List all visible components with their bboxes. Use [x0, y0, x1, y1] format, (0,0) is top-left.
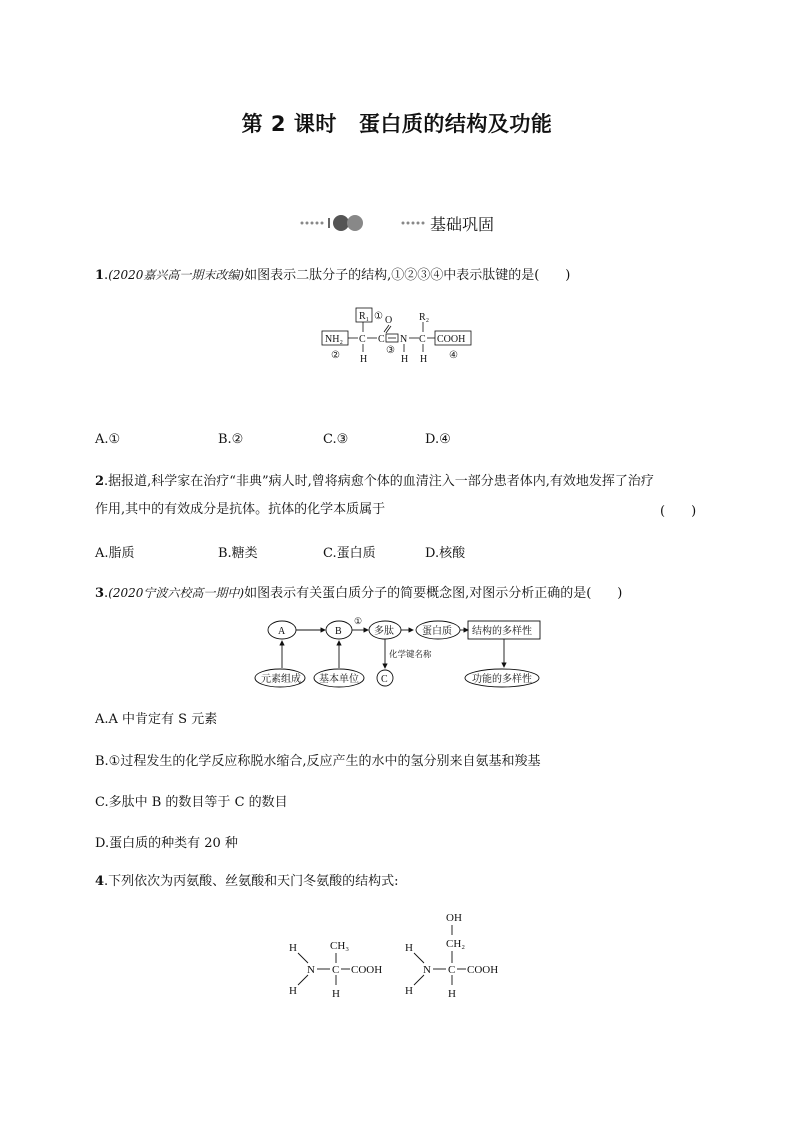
h-label: H	[405, 942, 413, 954]
oh-label: OH	[446, 912, 462, 924]
question-2	[95, 472, 715, 520]
q3-option-c[interactable]: C.多肽中 B 的数目等于 C 的数目	[95, 795, 288, 810]
h-label: H	[289, 985, 297, 997]
node-structure-diversity: 结构的多样性	[472, 626, 532, 637]
q2-option-a[interactable]: A.脂质	[95, 546, 135, 561]
page-title	[0, 108, 794, 138]
carbon-1: C	[359, 334, 366, 345]
lesson-number: 第 2 课时	[241, 112, 337, 136]
marker-4: ④	[449, 350, 458, 361]
marker-3: ③	[386, 345, 395, 356]
question-source: (2020嘉兴高一期末改编)	[108, 268, 245, 282]
cooh-label: COOH	[467, 964, 499, 976]
node-basic-unit: 基本单位	[319, 674, 359, 685]
h-label-3: H	[420, 354, 428, 365]
dipeptide-diagram	[318, 305, 488, 370]
oxygen-label: O	[385, 315, 393, 326]
carbon-2: C	[378, 334, 385, 345]
node-function-diversity: 功能的多样性	[472, 674, 532, 685]
q1-option-a[interactable]: A.①	[95, 432, 121, 447]
r2-label: R₂	[419, 312, 430, 323]
carbon-3: C	[419, 334, 426, 345]
bond-name-label: 化学键名称	[389, 649, 432, 659]
h-label: H	[448, 988, 456, 1000]
question-4	[95, 872, 705, 892]
cooh-label: COOH	[437, 334, 466, 345]
q1-option-d[interactable]: D.④	[425, 432, 451, 447]
nitrogen-label: N	[400, 334, 408, 345]
q2-option-b[interactable]: B.糖类	[218, 546, 258, 561]
question-text: 如图表示二肽分子的结构,①②③④中表示肽键的是( )	[244, 268, 571, 283]
r1-label: R₁	[359, 311, 370, 322]
node-elements: 元素组成	[261, 674, 301, 685]
h-label-2: H	[401, 354, 409, 365]
marker-2: ②	[331, 350, 340, 361]
h-label-1: H	[360, 354, 368, 365]
h-label: H	[405, 985, 413, 997]
process-1-marker: ①	[354, 616, 363, 626]
h-label: H	[289, 942, 297, 954]
section-decoration-icon	[300, 208, 430, 238]
n-label: N	[307, 964, 315, 976]
nh2-label: NH₂	[325, 334, 343, 345]
question-source: (2020宁波六校高一期中)	[108, 586, 245, 600]
node-c: C	[381, 674, 388, 685]
q2-option-c[interactable]: C.蛋白质	[323, 546, 376, 561]
node-b: B	[335, 626, 342, 637]
q2-answer-paren: ( )	[660, 504, 697, 519]
q3-option-d[interactable]: D.蛋白质的种类有 20 种	[95, 836, 238, 851]
n-label: N	[423, 964, 431, 976]
section-header	[300, 208, 520, 238]
ch2-label: CH₂	[446, 938, 466, 950]
ch3-label: CH₃	[330, 940, 350, 952]
question-number: 4	[95, 874, 105, 889]
serine-structure	[405, 912, 498, 1000]
node-peptide: 多肽	[374, 626, 394, 637]
node-a: A	[278, 626, 286, 637]
marker-1: ①	[374, 311, 383, 322]
question-text: .下列依次为丙氨酸、丝氨酸和天门冬氨酸的结构式:	[104, 874, 399, 889]
c-label: C	[332, 964, 340, 976]
question-text-line1: .据报道,科学家在治疗“非典”病人时,曾将病愈个体的血清注入一部分患者体内,有效地发挥了治疗	[104, 474, 654, 489]
amino-acid-structures	[280, 905, 530, 1010]
question-number: 3	[95, 586, 105, 601]
section-label: 基础巩固	[430, 215, 495, 234]
question-3: 3.(2020宁波六校高一期中)如图表示有关蛋白质分子的简要概念图,对图示分析正确的是( )	[95, 586, 623, 601]
question-number: 2	[95, 474, 105, 489]
question-text-line2: 作用,其中的有效成分是抗体。抗体的化学本质属于	[95, 502, 386, 517]
q2-option-d[interactable]: D.核酸	[425, 546, 466, 561]
c-label: C	[448, 964, 456, 976]
cooh-label: COOH	[351, 964, 383, 976]
h-label: H	[332, 988, 340, 1000]
node-protein: 蛋白质	[422, 626, 452, 637]
question-1: 1.(2020嘉兴高一期末改编)如图表示二肽分子的结构,①②③④中表示肽键的是( )	[95, 268, 571, 283]
q3-option-b[interactable]: B.①过程发生的化学反应称脱水缩合,反应产生的水中的氢分别来自氨基和羧基	[95, 754, 541, 769]
q1-option-b[interactable]: B.②	[218, 432, 244, 447]
q1-option-c[interactable]: C.③	[323, 432, 349, 447]
protein-concept-diagram	[250, 612, 560, 692]
question-text: 如图表示有关蛋白质分子的简要概念图,对图示分析正确的是( )	[244, 586, 623, 601]
question-number: 1	[95, 268, 105, 283]
alanine-structure	[289, 940, 382, 1000]
q3-option-a[interactable]: A.A 中肯定有 S 元素	[95, 712, 218, 727]
lesson-topic: 蛋白质的结构及功能	[358, 112, 553, 136]
